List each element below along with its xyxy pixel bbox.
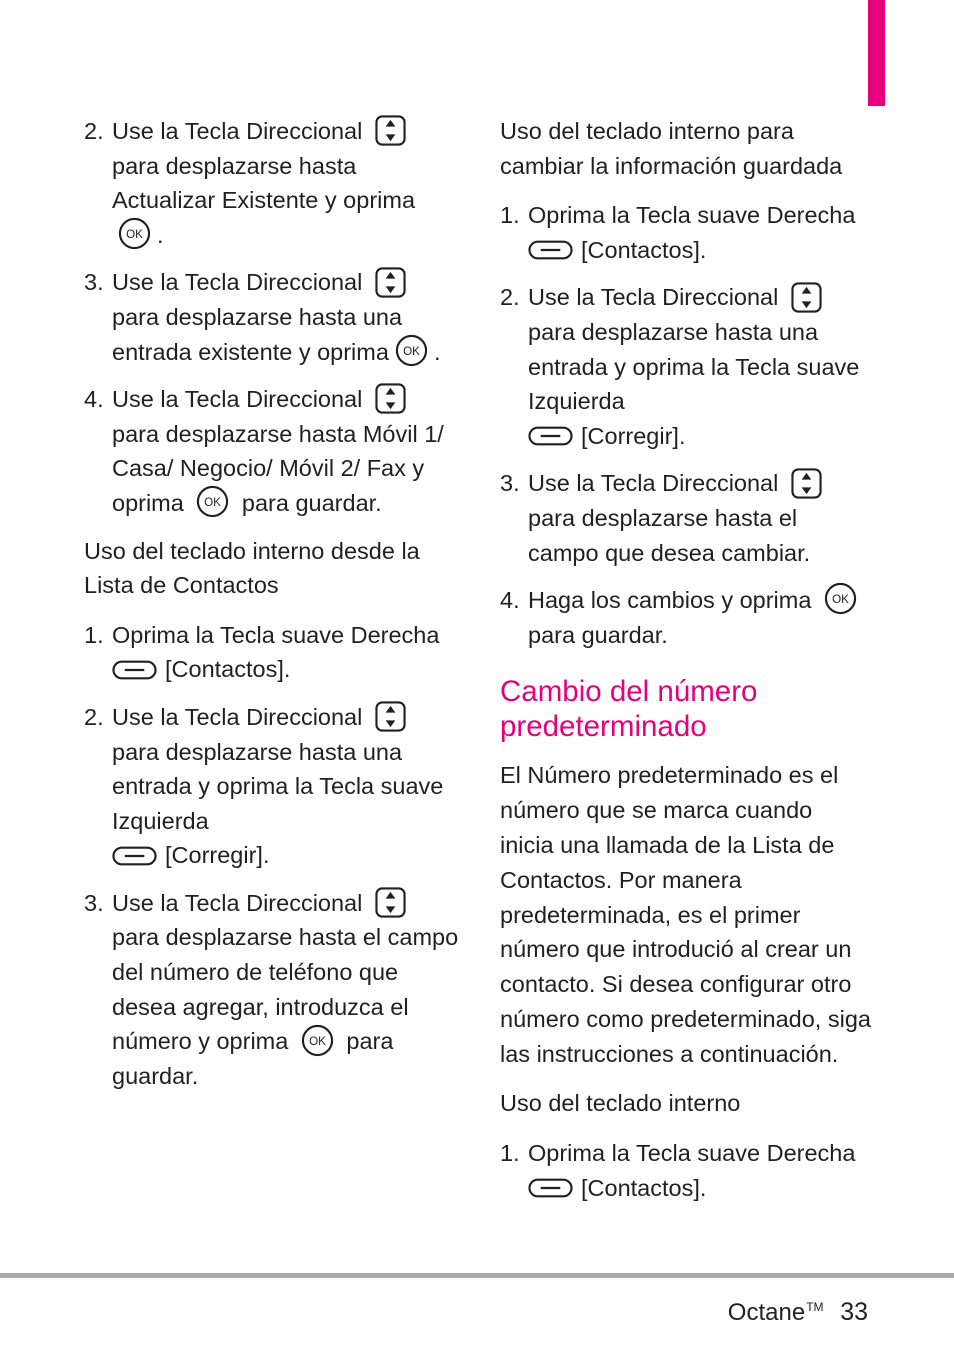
ok-key-icon	[196, 485, 229, 518]
list-item	[500, 466, 872, 570]
step-text: .	[699, 1174, 707, 1201]
step-text: para desplazarse hasta	[112, 420, 357, 447]
step-number: 3.	[84, 269, 104, 296]
ok-key-icon	[301, 1024, 334, 1057]
navigation-key-icon	[375, 887, 406, 918]
step-text: .	[678, 422, 686, 449]
step-text: Oprima la Tecla suave Derecha	[112, 621, 440, 648]
step-number: 1.	[84, 621, 104, 648]
step-text: para desplazarse hasta	[112, 152, 357, 179]
step-text: Use la Tecla Direccional	[112, 889, 363, 916]
step-text: Haga los cambios y oprima	[528, 587, 812, 614]
section-heading: Cambio del número predeterminado	[500, 675, 758, 744]
right-column	[500, 114, 872, 1218]
step-list	[500, 1136, 872, 1205]
step-list	[84, 618, 460, 1094]
section-tab	[868, 0, 885, 106]
step-text: Oprima la Tecla suave Derecha	[528, 1140, 856, 1167]
step-text: .	[262, 842, 270, 869]
soft-key-icon	[528, 1178, 573, 1198]
menu-option: [Contactos]	[581, 1174, 700, 1201]
ok-key-icon	[118, 217, 151, 250]
step-number: 2.	[500, 284, 520, 311]
step-text: .	[157, 221, 164, 248]
step-text: para guardar.	[241, 489, 382, 516]
menu-option: [Contactos]	[581, 236, 700, 263]
step-text: para desplazarse hasta una entrada existente y oprima	[112, 303, 403, 365]
list-item	[84, 618, 460, 687]
navigation-key-icon	[375, 115, 406, 146]
list-item	[84, 382, 460, 520]
step-text: Use la Tecla Direccional	[112, 386, 363, 413]
page-number: 33	[840, 1298, 868, 1326]
step-number: 3.	[84, 889, 104, 916]
step-text: .	[699, 236, 707, 263]
step-number: 1.	[500, 1140, 520, 1167]
step-text: para desplazarse hasta el campo del número de teléfono que desea agregar, introduzca el número y oprima	[112, 924, 459, 1055]
step-text: Use la Tecla Direccional	[112, 118, 363, 144]
footer-divider	[0, 1273, 954, 1278]
trademark-mark: TM	[806, 1300, 824, 1314]
step-text: Oprima la Tecla suave Derecha	[528, 202, 856, 229]
page-footer	[728, 1290, 868, 1330]
step-text: Use la Tecla Direccional	[112, 269, 363, 296]
step-text: .	[283, 656, 291, 683]
list-item	[84, 265, 460, 369]
navigation-key-icon	[791, 282, 822, 313]
menu-option: [Corregir]	[165, 842, 263, 869]
step-number: 2.	[84, 703, 104, 730]
step-number: 1.	[500, 202, 520, 229]
step-text: Use la Tecla Direccional	[112, 703, 363, 730]
list-item	[84, 114, 460, 252]
list-item	[500, 280, 872, 453]
step-text: para desplazarse hasta el campo que desea cambiar.	[528, 504, 811, 566]
soft-key-icon	[112, 660, 157, 680]
svg-text:OK: OK	[204, 496, 222, 510]
step-text: y oprima	[324, 187, 416, 214]
step-number: 3.	[500, 470, 520, 497]
ok-key-icon	[824, 582, 857, 615]
section-subheading: Uso del teclado interno	[500, 1090, 741, 1117]
list-item	[500, 198, 872, 267]
step-list	[84, 114, 460, 521]
navigation-key-icon	[791, 468, 822, 499]
navigation-key-icon	[375, 383, 406, 414]
step-text: y oprima	[112, 455, 425, 516]
step-text: Use la Tecla Direccional	[528, 470, 779, 497]
step-number: 4.	[84, 386, 104, 413]
step-list	[500, 198, 872, 652]
step-text: para guardar.	[528, 621, 668, 648]
list-item	[84, 886, 460, 1094]
step-number: 2.	[84, 118, 104, 144]
svg-text:OK: OK	[403, 344, 420, 358]
ok-key-icon	[395, 334, 428, 367]
list-item	[84, 700, 460, 873]
soft-key-icon	[112, 846, 157, 866]
menu-option: [Contactos]	[165, 656, 284, 683]
menu-option: Actualizar Existente	[112, 187, 319, 214]
body-paragraph: El Número predeterminado es el número que se marca cuando inicia una llamada de la Lista de Contactos. Por manera predeterminada, es el primer número que introdució al crear un contacto. Si desea configurar otro número como predeterminado, siga las instrucciones a continuación.	[500, 762, 871, 1067]
list-item	[500, 583, 872, 652]
section-subheading: Uso del teclado interno desde la Lista de Contactos	[84, 537, 420, 599]
navigation-key-icon	[375, 267, 406, 298]
step-text: para desplazarse hasta una entrada y oprima la Tecla suave Izquierda	[528, 318, 860, 415]
product-name: Octane	[727, 1299, 806, 1326]
soft-key-icon	[528, 240, 573, 260]
step-text: Use la Tecla Direccional	[528, 284, 779, 311]
step-number: 4.	[500, 587, 520, 614]
left-column	[84, 114, 460, 1106]
menu-option: [Corregir]	[581, 422, 679, 449]
svg-text:OK: OK	[126, 227, 143, 241]
soft-key-icon	[528, 426, 573, 446]
navigation-key-icon	[375, 701, 406, 732]
svg-text:OK: OK	[832, 593, 849, 607]
list-item	[500, 1136, 872, 1205]
section-subheading: Uso del teclado interno para cambiar la información guardada	[500, 118, 843, 179]
step-text: .	[433, 338, 441, 365]
step-text: para guardar.	[112, 1028, 394, 1089]
step-text: para desplazarse hasta una entrada y oprima la Tecla suave Izquierda	[112, 738, 444, 834]
menu-option: Móvil 1/ Casa/ Negocio/ Móvil 2/ Fax	[112, 420, 444, 482]
svg-text:OK: OK	[308, 1034, 326, 1048]
